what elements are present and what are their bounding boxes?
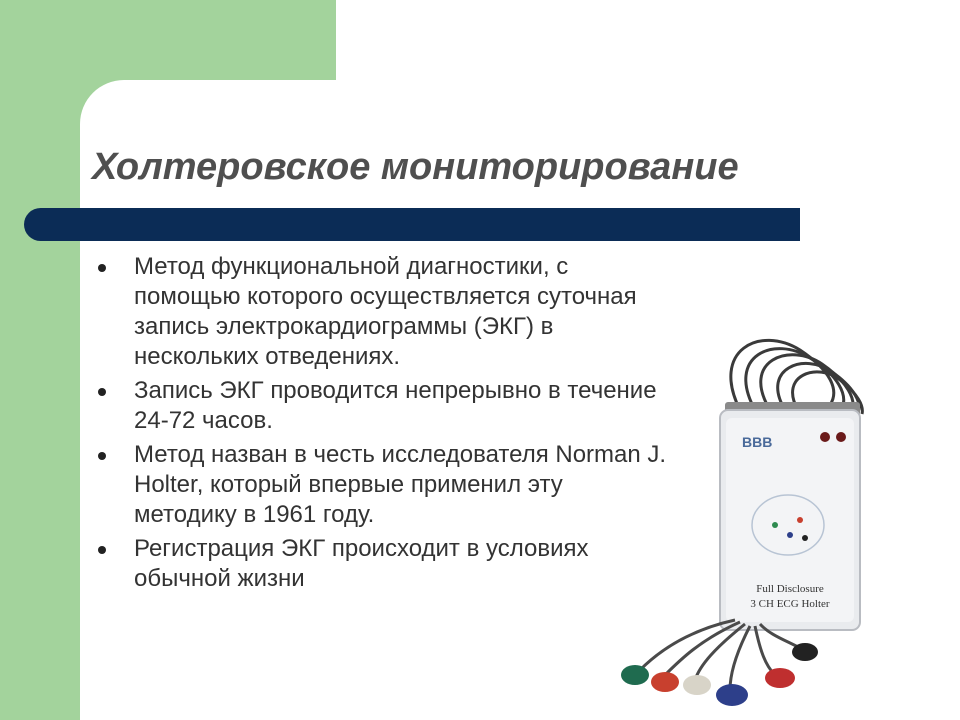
bullet-line: 24-72 часов.	[134, 407, 273, 434]
bullet-line: Регистрация ЭКГ происходит в условиях	[134, 535, 589, 562]
device-button-icon	[820, 432, 830, 442]
page-title: Холтеровское мониторирование	[92, 146, 739, 188]
bullet-line: Метод назван в честь исследователя Norman J.	[134, 441, 667, 468]
bullet-line: запись электрокардиограммы (ЭКГ) в	[134, 313, 554, 340]
bullet-dot	[98, 388, 106, 396]
electrode-green	[621, 665, 649, 685]
bullet-dot	[98, 452, 106, 460]
bullet-line: методику в 1961 году.	[134, 501, 375, 528]
bullet-line: Запись ЭКГ проводится непрерывно в течение	[134, 377, 657, 404]
electrode-blue	[716, 684, 748, 706]
holter-monitor-image	[600, 330, 900, 710]
title-underline-bar	[24, 208, 800, 241]
device-button-icon	[836, 432, 846, 442]
bullet-line: помощью которого осуществляется суточная	[134, 283, 637, 310]
electrode-white	[683, 675, 711, 695]
bullet-dot	[98, 546, 106, 554]
device-logo: BBB	[742, 434, 773, 450]
device-label-line2: 3 CH ECG Holter	[750, 598, 830, 610]
bullet-line: обычной жизни	[134, 565, 305, 592]
electrodes	[621, 643, 818, 706]
bullet-line: Метод функциональной диагностики, с	[134, 253, 569, 280]
electrode-red	[651, 672, 679, 692]
electrode-black	[792, 643, 818, 661]
electrode-red-2	[765, 668, 795, 688]
bullet-line: Holter, который впервые применил эту	[134, 471, 563, 498]
bullet-line: нескольких отведениях.	[134, 343, 401, 370]
bullet-dot	[98, 264, 106, 272]
device-label-line1: Full Disclosure	[756, 583, 824, 595]
